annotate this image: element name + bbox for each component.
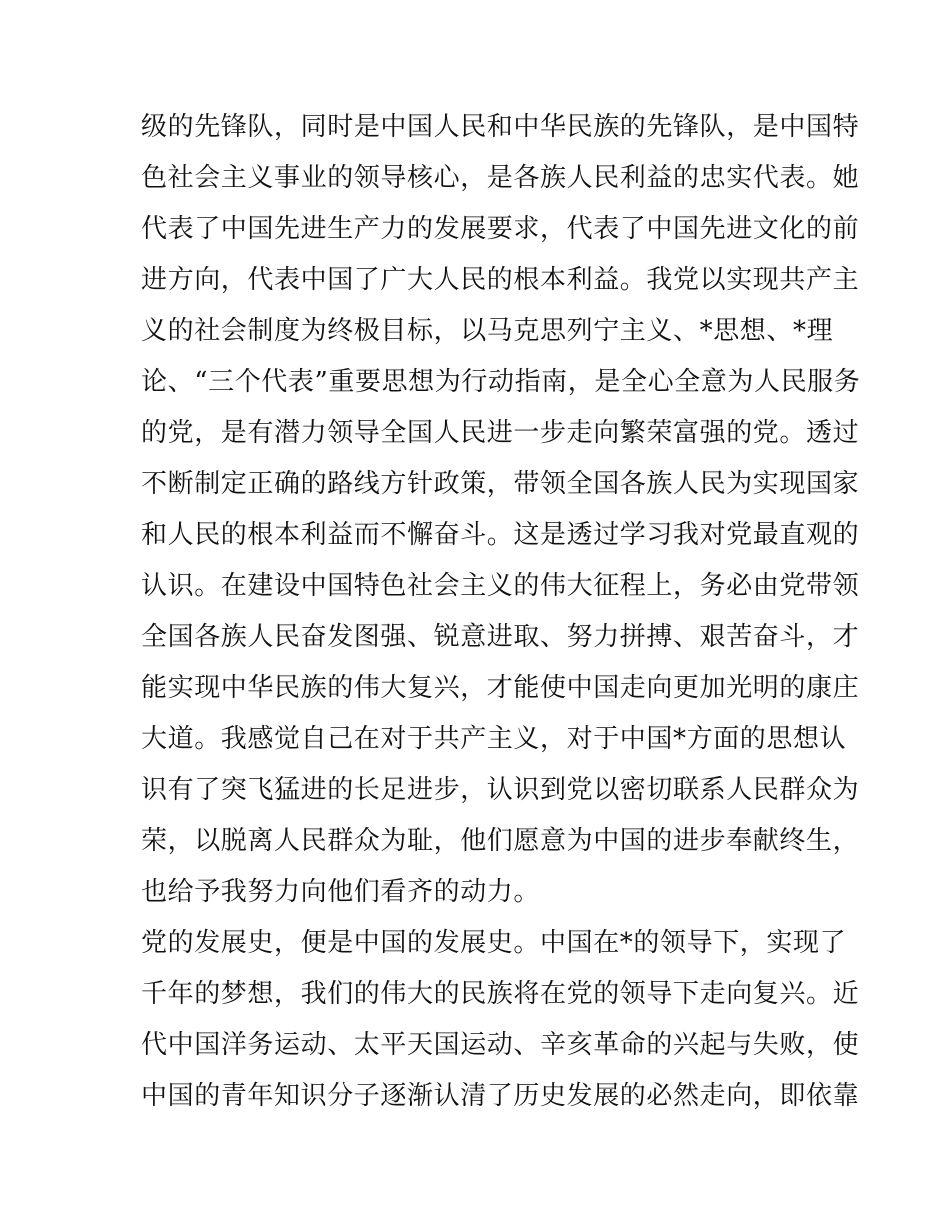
text-line: 大道。我感觉自己在对于共产主义，对于中国*方面的思想认 (141, 724, 847, 754)
text-line: 进方向，代表中国了广大人民的根本利益。我党以实现共产主 (141, 265, 860, 295)
text-line: 认识。在建设中国特色社会主义的伟大征程上，务必由党带领 (141, 571, 860, 601)
text-line: 荣，以脱离人民群众为耻，他们愿意为中国的进步奉献终生， (141, 826, 860, 856)
text-line: 色社会主义事业的领导核心，是各族人民利益的忠实代表。她 (141, 163, 860, 193)
body-text (141, 102, 861, 1122)
text-line: 的党，是有潜力领导全国人民进一步走向繁荣富强的党。透过 (141, 418, 860, 448)
text-line: 级的先锋队，同时是中国人民和中华民族的先锋队，是中国特 (141, 112, 860, 142)
text-line: 党的发展史，便是中国的发展史。中国在*的领导下，实现了 (141, 928, 847, 958)
text-line: 千年的梦想，我们的伟大的民族将在党的领导下走向复兴。近 (141, 979, 860, 1009)
text-line: 不断制定正确的路线方针政策，带领全国各族人民为实现国家 (141, 469, 860, 499)
text-line: 代表了中国先进生产力的发展要求，代表了中国先进文化的前 (141, 214, 860, 244)
text-line: 论、“三个代表”重要思想为行动指南，是全心全意为人民服务 (141, 367, 861, 397)
text-line: 也给予我努力向他们看齐的动力。 (141, 877, 541, 907)
text-line: 义的社会制度为终极目标，以马克思列宁主义、*思想、*理 (141, 316, 834, 346)
text-line: 识有了突飞猛进的长足进步，认识到党以密切联系人民群众为 (141, 775, 860, 805)
text-line: 能实现中华民族的伟大复兴，才能使中国走向更加光明的康庄 (141, 673, 860, 703)
text-line: 全国各族人民奋发图强、锐意进取、努力拼搏、艰苦奋斗，才 (141, 622, 860, 652)
text-line: 中国的青年知识分子逐渐认清了历史发展的必然走向，即依靠 (141, 1081, 860, 1111)
text-line: 代中国洋务运动、太平天国运动、辛亥革命的兴起与失败，使 (141, 1030, 860, 1060)
text-line: 和人民的根本利益而不懈奋斗。这是透过学习我对党最直观的 (141, 520, 860, 550)
